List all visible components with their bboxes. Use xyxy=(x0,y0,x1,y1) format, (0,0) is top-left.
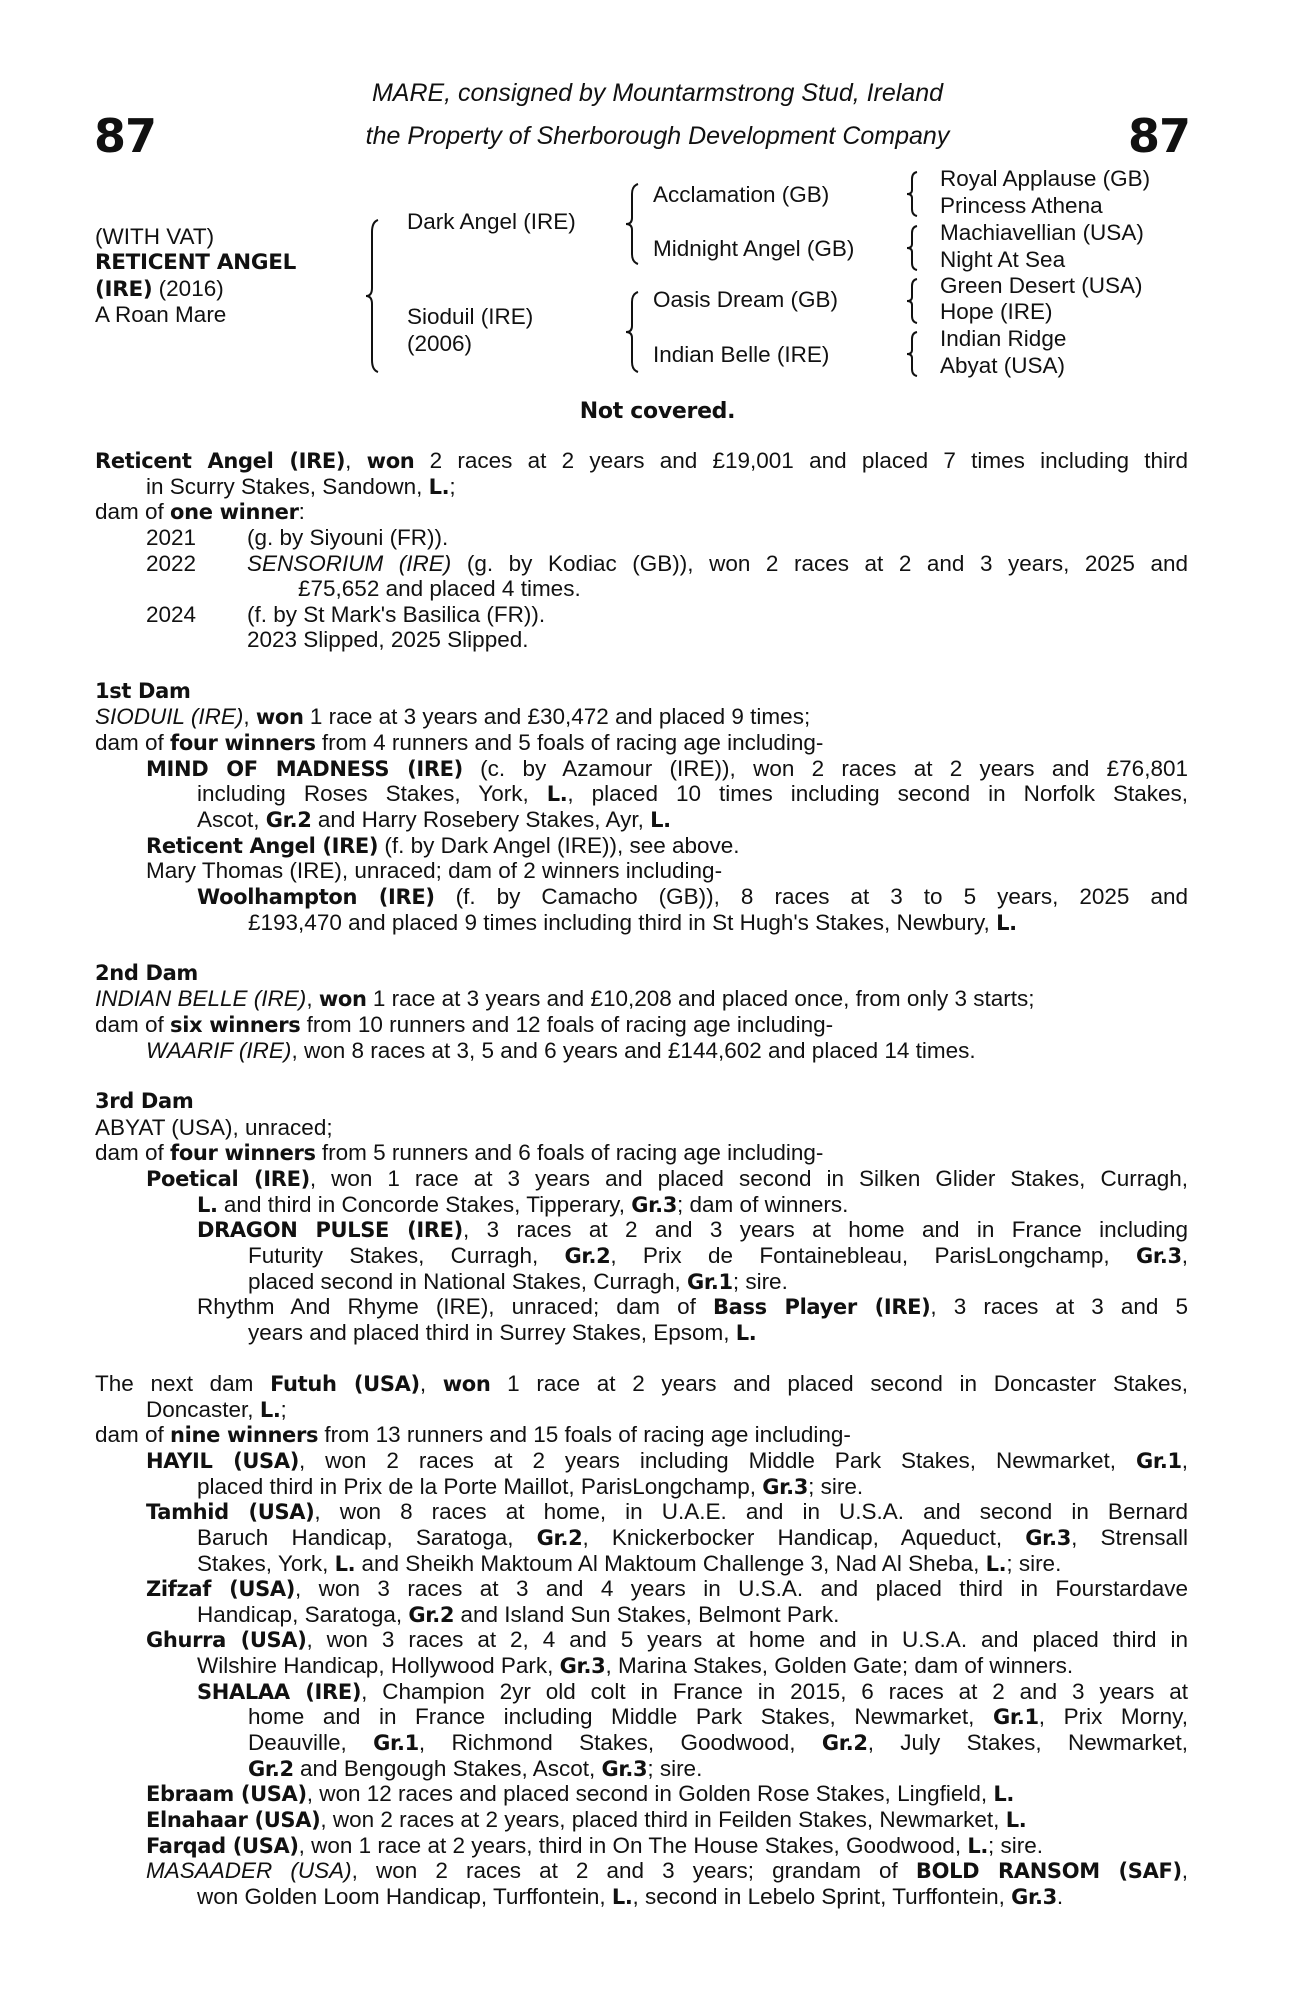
pedigree-brace-icon xyxy=(905,224,919,272)
horse-name-line-2 xyxy=(95,276,224,303)
text-line xyxy=(95,1243,1188,1269)
text: : xyxy=(298,499,305,525)
bold-text: L. xyxy=(259,1397,281,1422)
bold-text: one winner xyxy=(170,500,299,525)
text: from 10 runners and 12 foals of racing age including- xyxy=(300,1012,834,1038)
text: £193,470 and placed 9 times including third in St Hugh's Stakes, Newbury, xyxy=(248,909,997,935)
bold-text: won xyxy=(318,987,367,1012)
pedigree-gen3-6: Hope (IRE) xyxy=(940,299,1053,324)
bold-text: four winners xyxy=(170,731,316,756)
text: , won 12 races and placed second in Golden Rose Stakes, Lingfield, xyxy=(306,1781,994,1807)
text: dam of xyxy=(95,730,171,756)
bold-text: Gr.3 xyxy=(762,1474,809,1499)
bold-text: Gr.3 xyxy=(601,1756,648,1781)
bold-text: Ebraam (USA) xyxy=(146,1782,307,1807)
text-line xyxy=(95,1781,1188,1807)
bold-text: Gr.1 xyxy=(1135,1448,1182,1473)
text: (f. by Camacho (GB)), 8 races at 3 to 5 years, 2025 and xyxy=(434,883,1188,909)
text: , won 3 races at 3 and 4 years in U.S.A. and placed third in Fourstardave xyxy=(295,1576,1188,1602)
bold-text: L. xyxy=(985,1551,1007,1576)
bold-text: Gr.2 xyxy=(408,1602,455,1627)
text-line xyxy=(95,1448,1188,1474)
section-heading: 3rd Dam xyxy=(95,1089,194,1114)
bold-text: MIND OF MADNESS (IRE) xyxy=(146,756,463,781)
text: (g. by Kodiac (GB)), won 2 races at 2 and 3 years, 2025 and xyxy=(451,550,1188,576)
text: ; xyxy=(449,473,456,499)
catalogue-body xyxy=(95,448,1188,1910)
section-produce-record xyxy=(95,448,1188,653)
text: , Marina Stakes, Golden Gate; dam of winners. xyxy=(605,1653,1074,1679)
bold-text: four winners xyxy=(170,1141,316,1166)
bold-text: HAYIL (USA) xyxy=(146,1448,299,1473)
text-line xyxy=(95,1474,1188,1500)
text: dam of xyxy=(95,499,171,525)
text: 1 race at 2 years and placed second in Doncaster Stakes, xyxy=(490,1371,1188,1397)
text-line xyxy=(95,1217,1188,1243)
section-heading: 2nd Dam xyxy=(95,960,198,985)
text-line xyxy=(95,1679,1188,1705)
text: from 4 runners and 5 foals of racing age including- xyxy=(315,730,824,756)
bold-text: BOLD RANSOM (SAF) xyxy=(915,1859,1182,1884)
bold-text: Farqad (USA) xyxy=(146,1833,299,1858)
text: and Harry Rosebery Stakes, Ayr, xyxy=(311,806,651,832)
text-line xyxy=(95,910,1188,936)
text-line xyxy=(95,1140,1188,1166)
produce-year: 2022 xyxy=(146,550,197,576)
pedigree-dam: Sioduil (IRE) xyxy=(407,304,534,329)
text: placed second in National Stakes, Curragh, xyxy=(248,1268,688,1294)
text: , xyxy=(419,1371,443,1397)
bold-text: L. xyxy=(197,1192,218,1217)
pedigree-brace-icon xyxy=(905,277,919,325)
text: including Roses Stakes, York, xyxy=(197,781,547,807)
bold-text: Gr.2 xyxy=(821,1731,868,1756)
bold-text: won xyxy=(366,449,415,473)
text: , Champion 2yr old colt in France in 2015, 6 races at 2 and 3 years at xyxy=(361,1678,1188,1704)
text: , won 8 races at 3, 5 and 6 years and £144,602 and placed 14 times. xyxy=(291,1037,976,1063)
bold-text: L. xyxy=(428,474,450,499)
lot-number-right: 87 xyxy=(1128,109,1191,163)
pedigree-gen3-3: Machiavellian (USA) xyxy=(940,220,1144,245)
section-second-dam xyxy=(95,935,1188,1063)
text: ; sire. xyxy=(647,1755,703,1781)
text: . xyxy=(1056,1883,1064,1909)
text-line xyxy=(95,1551,1188,1577)
text-line xyxy=(95,730,1188,756)
pedigree-gen3-7: Indian Ridge xyxy=(940,326,1067,351)
produce-entry xyxy=(247,551,1188,577)
text: , won 2 races at 2 and 3 years; grandam of xyxy=(351,1858,916,1884)
bold-text: L. xyxy=(996,910,1017,935)
section-gap xyxy=(95,1063,1188,1089)
text: , July Stakes, Newmarket, xyxy=(867,1730,1188,1756)
text: Wilshire Handicap, Hollywood Park, xyxy=(197,1653,560,1679)
pedigree-dam-sire: Oasis Dream (GB) xyxy=(653,287,839,312)
italic-text: MASAADER (USA) xyxy=(146,1858,352,1884)
bold-text: L. xyxy=(735,1320,757,1345)
italic-text: WAARIF (IRE) xyxy=(146,1037,292,1063)
bold-text: six winners xyxy=(170,1013,301,1038)
text-line xyxy=(95,1012,1188,1038)
text-line xyxy=(95,1756,1188,1782)
text: , won 2 races at 2 years, placed third in Feilden Stakes, Newmarket, xyxy=(320,1806,1006,1832)
text: placed third in Prix de la Porte Maillot, ParisLongchamp, xyxy=(197,1473,763,1499)
text: (c. by Azamour (IRE)), won 2 races at 2 years and £76,801 xyxy=(462,755,1188,781)
bold-text: Reticent Angel (IRE) xyxy=(146,833,379,858)
text: Futurity Stakes, Curragh, xyxy=(248,1242,565,1268)
text: , won 2 races at 2 years including Middle Park Stakes, Newmarket, xyxy=(298,1447,1136,1473)
bold-text: Gr.2 xyxy=(536,1525,583,1550)
text: Deauville, xyxy=(248,1730,374,1756)
italic-text: INDIAN BELLE (IRE) xyxy=(95,986,307,1012)
pedigree-sire-dam: Midnight Angel (GB) xyxy=(653,236,855,261)
text: ; sire. xyxy=(808,1473,864,1499)
text: Mary Thomas (IRE), unraced; dam of 2 winners including- xyxy=(146,858,723,884)
text: Handicap, Saratoga, xyxy=(197,1601,409,1627)
text: ; sire. xyxy=(1006,1550,1062,1576)
text: , xyxy=(306,986,319,1012)
text: The next dam xyxy=(95,1371,271,1397)
bold-text: won xyxy=(442,1372,491,1397)
text-line xyxy=(95,1627,1188,1653)
pedigree-dam-year: (2006) xyxy=(407,331,473,356)
text: , 3 races at 2 and 3 years at home and in France including xyxy=(462,1217,1188,1243)
section-third-dam xyxy=(95,1063,1188,1345)
pedigree-dam-dam: Indian Belle (IRE) xyxy=(653,342,830,367)
text-line xyxy=(95,1730,1188,1756)
horse-name: RETICENT ANGEL xyxy=(95,250,296,275)
text: , Knickerbocker Handicap, Aqueduct, xyxy=(582,1524,1026,1550)
bold-text: nine winners xyxy=(170,1423,319,1448)
text-line xyxy=(95,1371,1188,1397)
horse-description: A Roan Mare xyxy=(95,302,227,327)
text: Ascot, xyxy=(197,806,266,832)
pedigree-sire-sire: Acclamation (GB) xyxy=(653,182,830,207)
text: and Bengough Stakes, Ascot, xyxy=(293,1755,602,1781)
bold-text: Gr.3 xyxy=(631,1192,678,1217)
bold-text: Tamhid (USA) xyxy=(146,1500,315,1525)
text-line xyxy=(95,1884,1188,1910)
text-line xyxy=(95,551,1188,577)
pedigree-brace-icon xyxy=(364,218,380,374)
vat-note: (WITH VAT) xyxy=(95,224,215,249)
text: , xyxy=(243,704,256,730)
text-line xyxy=(95,807,1188,833)
text: years and placed third in Surrey Stakes, Epsom, xyxy=(248,1319,736,1345)
bold-text: Ghurra (USA) xyxy=(146,1628,307,1653)
bold-text: won xyxy=(255,705,304,730)
section-next-dam xyxy=(95,1345,1188,1909)
text-line xyxy=(95,627,1188,653)
bold-text: Gr.3 xyxy=(559,1654,606,1679)
bold-text: Gr.3 xyxy=(1011,1884,1057,1909)
pedigree-gen3-1: Royal Applause (GB) xyxy=(940,166,1151,191)
text: 2023 Slipped, 2025 Slipped. xyxy=(247,627,529,653)
pedigree-gen3-5: Green Desert (USA) xyxy=(940,273,1143,298)
text: , won 3 races at 2, 4 and 5 years at home and in U.S.A. and placed third in xyxy=(306,1627,1188,1653)
text-line xyxy=(95,986,1188,1012)
text: and Island Sun Stakes, Belmont Park. xyxy=(454,1601,840,1627)
text: , won 8 races at home, in U.A.E. and in U.S.A. and second in Bernard xyxy=(314,1499,1188,1525)
text: , xyxy=(1181,1858,1188,1884)
lot-number-left: 87 xyxy=(94,109,157,163)
section-gap xyxy=(95,1345,1188,1371)
pedigree-brace-icon xyxy=(905,330,919,378)
text: dam of xyxy=(95,1422,171,1448)
bold-text: Gr.3 xyxy=(1135,1243,1182,1268)
text: ; dam of winners. xyxy=(677,1191,849,1217)
text: (f. by Dark Angel (IRE)), see above. xyxy=(378,832,740,858)
bold-text: Gr.1 xyxy=(373,1731,419,1756)
section-first-dam xyxy=(95,653,1188,935)
bold-text: L. xyxy=(650,807,671,832)
text: from 13 runners and 15 foals of racing age including- xyxy=(318,1422,851,1448)
horse-foaled-year: (2016) xyxy=(158,276,224,301)
text-line xyxy=(95,474,1188,500)
text: (f. by St Mark's Basilica (FR)). xyxy=(247,601,546,627)
text: , Richmond Stakes, Goodwood, xyxy=(418,1730,822,1756)
property-line: the Property of Sherborough Development Company xyxy=(365,122,950,150)
bold-text: L. xyxy=(967,1833,988,1858)
section-gap xyxy=(95,653,1188,679)
text: , xyxy=(1181,1447,1188,1473)
text: home and in France including Middle Park Stakes, Newmarket, xyxy=(248,1704,993,1730)
text: in Scurry Stakes, Sandown, xyxy=(146,473,429,499)
text-line xyxy=(95,576,1188,602)
text: , xyxy=(1181,1242,1188,1268)
bold-text: Reticent Angel (IRE) xyxy=(95,449,346,473)
bold-text: Woolhampton (IRE) xyxy=(197,884,435,909)
bold-text: Gr.3 xyxy=(1025,1525,1072,1550)
text: Baruch Handicap, Saratoga, xyxy=(197,1524,537,1550)
horse-country: (IRE) xyxy=(95,277,153,302)
text: , won 1 race at 3 years and placed second in Silken Glider Stakes, Curragh, xyxy=(309,1165,1188,1191)
text: dam of xyxy=(95,1140,171,1166)
text: (g. by Siyouni (FR)). xyxy=(247,524,449,550)
text: 1 race at 3 years and £30,472 and placed 9 times; xyxy=(303,704,811,730)
italic-text: SENSORIUM (IRE) xyxy=(247,550,452,576)
text-line xyxy=(95,1704,1188,1730)
pedigree-brace-icon xyxy=(905,170,919,218)
text: 1 race at 3 years and £10,208 and placed once, from only 3 starts; xyxy=(366,986,1035,1012)
text-line xyxy=(95,1807,1188,1833)
bold-text: L. xyxy=(611,1884,633,1909)
text-line xyxy=(95,1833,1188,1859)
text: Rhythm And Rhyme (IRE), unraced; dam of xyxy=(197,1294,713,1320)
text: , 3 races at 3 and 5 xyxy=(930,1294,1188,1320)
text: won Golden Loom Handicap, Turffontein, xyxy=(197,1883,612,1909)
text: ; xyxy=(280,1396,287,1422)
text: and third in Concorde Stakes, Tipperary, xyxy=(217,1191,632,1217)
covering-status: Not covered. xyxy=(579,399,736,424)
text-line xyxy=(95,1858,1188,1884)
bold-text: L. xyxy=(334,1551,356,1576)
text-line xyxy=(95,1422,1188,1448)
text: , Prix Morny, xyxy=(1038,1704,1188,1730)
text-line xyxy=(95,602,1188,628)
text-line xyxy=(95,1294,1188,1320)
text-line xyxy=(95,499,1188,525)
bold-text: DRAGON PULSE (IRE) xyxy=(197,1218,463,1243)
text-line xyxy=(95,858,1188,884)
text-line xyxy=(95,448,1188,474)
text-line xyxy=(95,1499,1188,1525)
section-gap xyxy=(95,935,1188,961)
text-line xyxy=(95,1397,1188,1423)
text: 2 races at 2 years and £19,001 and placed 7 times including third xyxy=(414,448,1188,473)
section-heading: 1st Dam xyxy=(95,678,191,703)
text-line xyxy=(95,704,1188,730)
text: and Sheikh Maktoum Al Maktoum Challenge 3, Nad Al Sheba, xyxy=(355,1550,986,1576)
bold-text: Gr.2 xyxy=(564,1243,611,1268)
consignment-line: MARE, consigned by Mountarmstrong Stud, Ireland xyxy=(371,79,944,107)
text-line xyxy=(95,1115,1188,1141)
text-line xyxy=(95,833,1188,859)
bold-text: Elnahaar (USA) xyxy=(146,1807,321,1832)
text-line xyxy=(95,1525,1188,1551)
text-line xyxy=(95,1320,1188,1346)
text: from 5 runners and 6 foals of racing age including- xyxy=(315,1140,824,1166)
text-line xyxy=(95,781,1188,807)
text-line xyxy=(95,1602,1188,1628)
pedigree-gen3-4: Night At Sea xyxy=(940,247,1066,272)
text-line xyxy=(95,1038,1188,1064)
text-line xyxy=(95,525,1188,551)
bold-text: Futuh (USA) xyxy=(270,1372,420,1397)
italic-text: SIODUIL (IRE) xyxy=(95,704,244,730)
text-line xyxy=(95,1269,1188,1295)
pedigree-brace-icon xyxy=(624,290,640,374)
text-line xyxy=(95,884,1188,910)
bold-text: Gr.2 xyxy=(265,807,312,832)
bold-text: Bass Player (IRE) xyxy=(712,1295,931,1320)
text: , Strensall xyxy=(1071,1524,1188,1550)
bold-text: Gr.2 xyxy=(248,1756,294,1781)
pedigree-gen3-2: Princess Athena xyxy=(940,193,1103,218)
text: Stakes, York, xyxy=(197,1550,335,1576)
text: , second in Lebelo Sprint, Turffontein, xyxy=(632,1883,1012,1909)
bold-text: L. xyxy=(993,1782,1015,1807)
text: , won 1 race at 2 years, third in On The House Stakes, Goodwood, xyxy=(298,1832,968,1858)
pedigree-brace-icon xyxy=(624,182,640,266)
bold-text: L. xyxy=(1005,1807,1027,1832)
text: , placed 10 times including second in Norfolk Stakes, xyxy=(567,781,1188,807)
bold-text: Gr.1 xyxy=(687,1269,733,1294)
bold-text: Zifzaf (USA) xyxy=(146,1577,295,1602)
bold-text: SHALAA (IRE) xyxy=(197,1679,362,1704)
bold-text: Gr.1 xyxy=(992,1705,1039,1730)
text: ABYAT (USA), unraced; xyxy=(95,1114,333,1140)
text-line xyxy=(95,1576,1188,1602)
text: Doncaster, xyxy=(146,1396,260,1422)
text-line xyxy=(95,756,1188,782)
bold-text: L. xyxy=(546,782,568,807)
text: ; sire. xyxy=(732,1268,788,1294)
produce-year: 2021 xyxy=(146,524,197,550)
text-line xyxy=(95,1653,1188,1679)
pedigree-sire: Dark Angel (IRE) xyxy=(407,209,576,234)
text-line xyxy=(95,1166,1188,1192)
text-line xyxy=(95,1192,1188,1218)
text: ; sire. xyxy=(988,1832,1044,1858)
text: , Prix de Fontainebleau, ParisLongchamp, xyxy=(610,1242,1136,1268)
text: , xyxy=(345,448,367,473)
pedigree-gen3-8: Abyat (USA) xyxy=(940,353,1066,378)
text: dam of xyxy=(95,1012,171,1038)
produce-year: 2024 xyxy=(146,601,197,627)
text: £75,652 and placed 4 times. xyxy=(298,576,581,602)
bold-text: Poetical (IRE) xyxy=(146,1166,310,1191)
